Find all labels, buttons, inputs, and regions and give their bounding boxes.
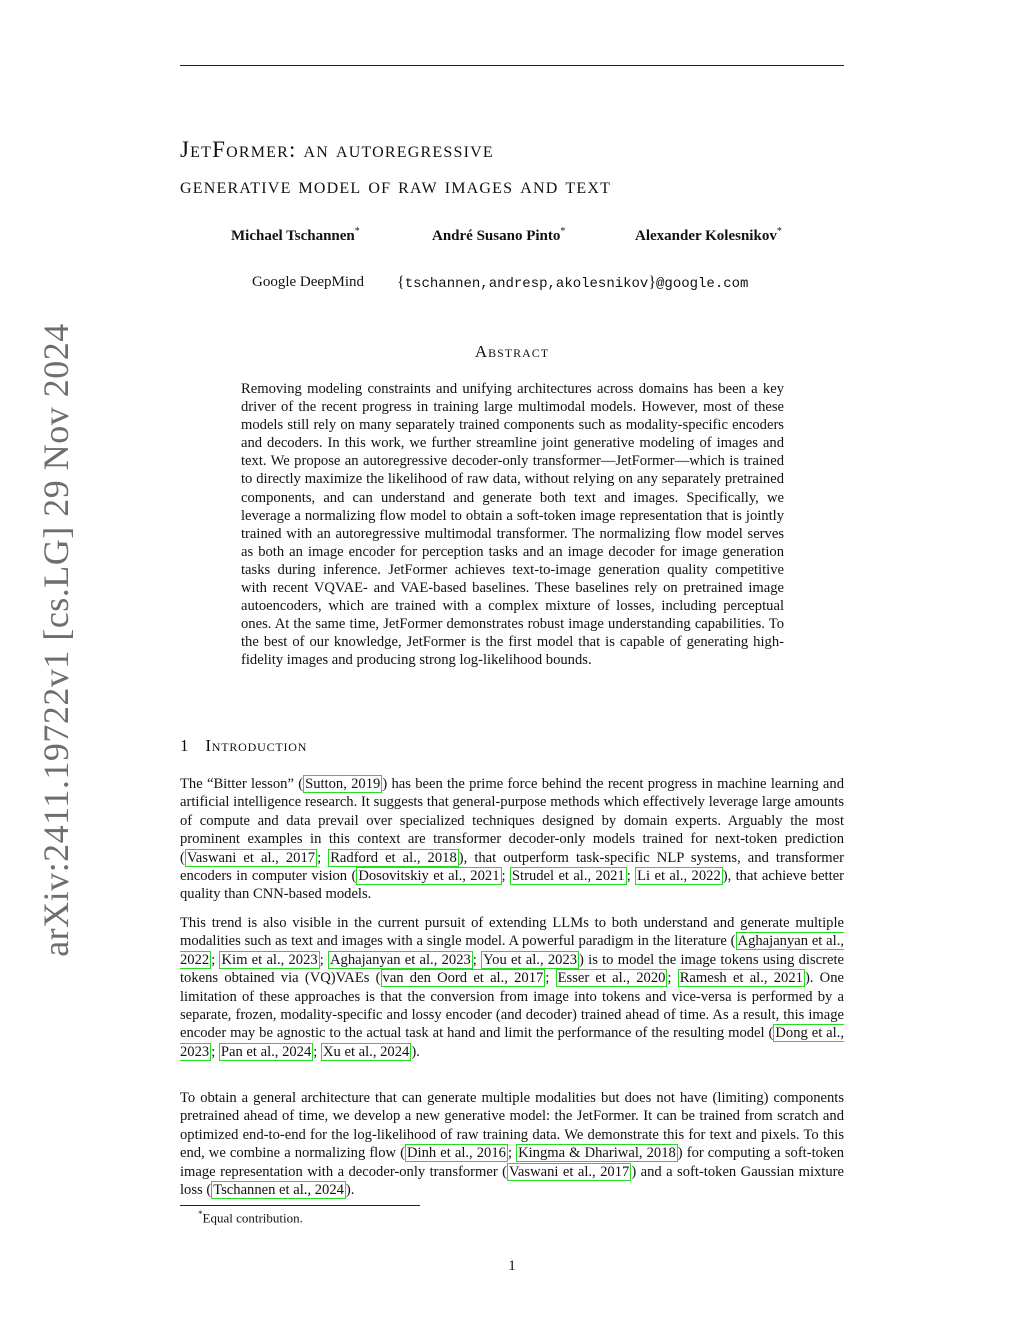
footnote-text: Equal contribution. xyxy=(202,1210,303,1226)
citation-link[interactable]: Radford et al., 2018 xyxy=(330,849,457,866)
citation-link[interactable]: Sutton, 2019 xyxy=(305,776,381,792)
title-line-1: JetFormer: an autoregressive xyxy=(180,137,494,162)
citation-link[interactable]: Tschannen et al., 2024 xyxy=(213,1182,344,1199)
citation-link[interactable]: Vaswani et al., 2017 xyxy=(509,1163,630,1180)
citation-link[interactable]: Ramesh et al., 2021 xyxy=(679,970,803,987)
citation-link[interactable]: Aghajanyan et al., 2023 xyxy=(330,951,471,968)
footnote-rule xyxy=(180,1205,420,1206)
page-number: 1 xyxy=(508,1258,516,1274)
citation-link[interactable]: Pan et al., 2024 xyxy=(220,1043,312,1060)
author-1-mark: * xyxy=(354,226,360,237)
section-number: 1 xyxy=(180,736,190,755)
citation-link[interactable]: Kingma & Dhariwal, 2018 xyxy=(518,1145,676,1162)
paragraph-1: The “Bitter lesson” ( Sutton, 2019 ) has been the prime force behind the recent progress in machine learning and artificial intelligence research. It suggests that general-purpose methods which effectively leverage large amounts of compute and data prevail over specialized techniques designed by domain experts. Arguably the most prominent examples in this context are transformer decoder-only models trained for next-token prediction ( Vaswani et al., 2017 ; Radford et al., 2018 ), that outperform task-specific NLP systems, and transformer encoders in computer vision ( Dosovitskiy et al., 2021 ; Strudel et al., 2021 ; Li et al., 2022 ), that achieve better quality than CNN-based models. xyxy=(180,776,845,903)
author-1: Michael Tschannen* xyxy=(231,226,360,244)
citation-link[interactable]: You et al., 2023 xyxy=(483,951,578,968)
footnote xyxy=(198,1209,303,1226)
section-title: Introduction xyxy=(205,736,308,755)
title-line-2: generative model of raw images and text xyxy=(180,173,612,198)
citation-link[interactable]: Aghajanyan et al., 2022 xyxy=(180,933,844,968)
abstract-text: Removing modeling constraints and unifying architectures across domains has been a key driver of the recent progress in training large multimodal models. However, most of these models still rely on many separately trained components such as modality-specific encoders and decoders. In this work, we further streamline joint generative modeling of images and text. We propose an autoregressive decoder-only transformer—JetFormer—which is trained to directly maximize the likelihood of raw data, without relying on any separately pretrained components, and can understand and generate both text and images. Specifically, we leverage a normalizing flow model to obtain a soft-token image representation that is jointly trained with an autoregressive multimodal transformer. The normalizing flow model serves as both an image encoder for perception tasks and an image decoder for image generation tasks during inference. JetFormer achieves text-to-image generation quality competitive with recent VQVAE- and VAE-based baselines. These baselines rely on pretrained image autoencoders, which are trained with a complex mixture of losses, including perceptual ones. At the same time, JetFormer demonstrates robust image understanding capabilities. To the best of our knowledge, JetFormer is the first model that is capable of generating high-fidelity images and producing strong log-likelihood bounds. xyxy=(241,381,784,669)
author-2-mark: * xyxy=(560,226,566,237)
author-2: André Susano Pinto* xyxy=(432,226,566,244)
arxiv-stamp[interactable]: arXiv:2411.19722v1 [cs.LG] 29 Nov 2024 xyxy=(36,323,76,957)
author-emails: {tschannen,andresp,akolesnikov}@google.com xyxy=(397,274,749,292)
citation-link[interactable]: Kim et al., 2023 xyxy=(221,951,318,968)
author-3-mark: * xyxy=(776,226,782,237)
author-3: Alexander Kolesnikov* xyxy=(635,226,782,244)
author-list xyxy=(180,226,844,250)
abstract-heading: Abstract xyxy=(474,342,550,361)
citation-link[interactable]: Dosovitskiy et al., 2021 xyxy=(358,868,500,885)
affiliation: Google DeepMind xyxy=(252,274,365,290)
citation-link[interactable]: Dong et al., 2023 xyxy=(180,1025,844,1060)
citation-link[interactable]: Strudel et al., 2021 xyxy=(511,868,625,885)
footnote-mark: * xyxy=(198,1209,203,1219)
citation-link[interactable]: Vaswani et al., 2017 xyxy=(186,849,316,866)
paragraph-3: To obtain a general architecture that can generate multiple modalities but does not have (limiting) components pretrained ahead of time, we develop a new generative model: the JetFormer. It can be trained from scratch and optimized end-to-end for the log-likelihood of raw training data. We demonstrate this for text and pixels. To this end, we combine a normalizing flow ( Dinh et al., 2016 ; Kingma & Dhariwal, 2018 ) for computing a soft-token image representation with a decoder-only transformer ( Vaswani et al., 2017 ) and a soft-token Gaussian mixture loss ( Tschannen et al., 2024 ). xyxy=(180,1090,845,1199)
citation-link[interactable]: Esser et al., 2020 xyxy=(557,970,666,987)
citation-link[interactable]: Dinh et al., 2016 xyxy=(407,1145,506,1162)
citation-link[interactable]: van den Oord et al., 2017 xyxy=(382,970,544,987)
top-rule xyxy=(180,65,844,66)
citation-link[interactable]: Xu et al., 2024 xyxy=(322,1043,410,1060)
citation-link[interactable]: Li et al., 2022 xyxy=(637,868,721,885)
section-heading xyxy=(180,736,307,756)
paper-title xyxy=(180,132,840,204)
paragraph-2: This trend is also visible in the current pursuit of extending LLMs to both understand and generate multiple modalities such as text and images with a single model. A powerful paradigm in the literature ( Aghajanyan et al., 2022 ; Kim et al., 2023 ; Aghajanyan et al., 2023 ; You et al., 2023 ) is to model the image tokens using discrete tokens obtained via (VQ)VAEs ( van den Oord et al., 2017 ; Esser et al., 2020 ; Ramesh et al., 2021 ). One limitation of these approaches is that the conversion from image into tokens and vice-versa is performed by a separate, frozen, modality-specific and lossy encoder (and decoder) trained ahead of time. As a result, this image encoder may be agnostic to the actual task at hand and limit the performance of the resulting model ( Dong et al., 2023 ; Pan et al., 2024 ; Xu et al., 2024 ). xyxy=(180,915,844,1060)
